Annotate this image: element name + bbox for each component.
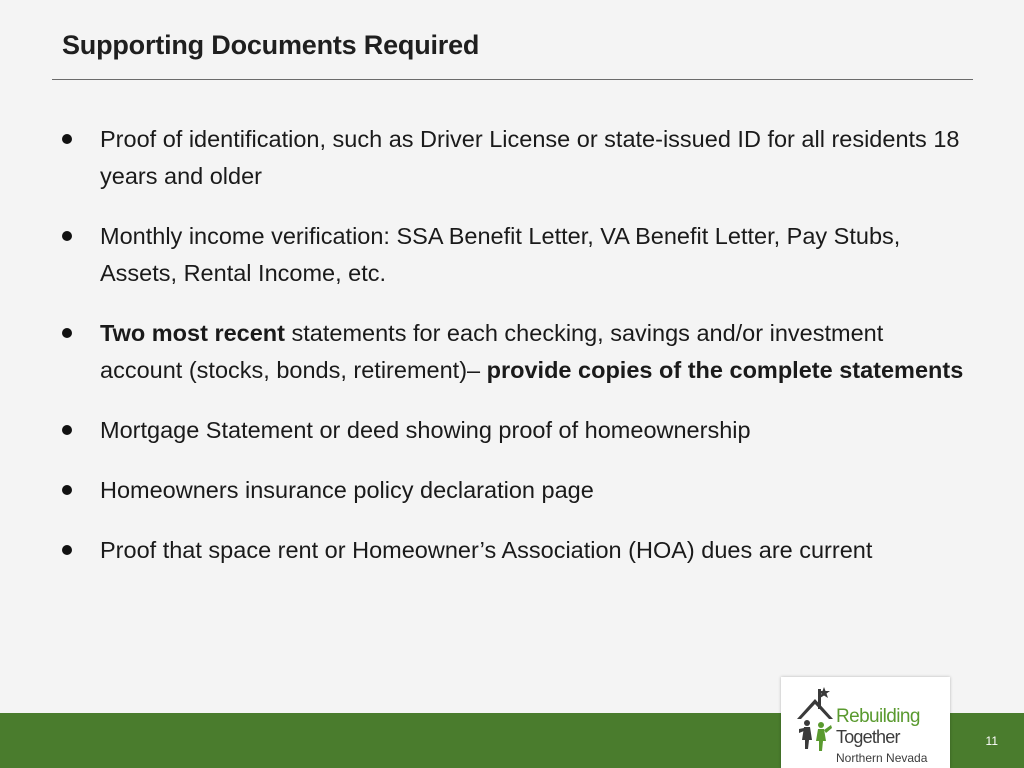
list-item (60, 532, 970, 569)
bullet-text: Monthly income verification: SSA Benefit Letter, VA Benefit Letter, Pay Stubs, Assets, Rental Income, etc. (100, 223, 901, 286)
logo-wordmark-line3: Northern Nevada (836, 751, 928, 765)
bullet-text: Proof of identification, such as Driver License or state-issued ID for all residents 18 years and older (100, 126, 960, 189)
bullet-dot-icon (62, 425, 72, 435)
bullet-dot-icon (62, 134, 72, 144)
bullet-text-bold: provide copies of the complete statements (486, 357, 964, 383)
list-item (60, 472, 970, 509)
bullet-dot-icon (62, 328, 72, 338)
bullet-text: Mortgage Statement or deed showing proof of homeownership (100, 417, 751, 443)
page-number: 11 (985, 734, 998, 748)
bullet-dot-icon (62, 545, 72, 555)
bullet-text: statements for each checking, savings and/or investment account (stocks, bonds, retirement)– (100, 320, 884, 383)
rebuilding-together-house-logo-icon (793, 685, 839, 755)
logo-wordmark-line2: Together (836, 727, 900, 747)
list-item (60, 412, 970, 449)
bullet-text: Homeowners insurance policy declaration page (100, 477, 594, 503)
requirements-list (60, 121, 970, 592)
list-item (60, 315, 970, 389)
logo-wordmark-line1: Rebuilding (836, 706, 920, 727)
list-item (60, 121, 970, 195)
list-item (60, 218, 970, 292)
bullet-text-bold: Two most recent (100, 320, 285, 346)
organization-logo (781, 677, 950, 768)
bullet-dot-icon (62, 231, 72, 241)
title-divider (52, 79, 973, 80)
bullet-dot-icon (62, 485, 72, 495)
bullet-text: Proof that space rent or Homeowner’s Association (HOA) dues are current (100, 537, 873, 563)
slide-title: Supporting Documents Required (62, 30, 480, 60)
